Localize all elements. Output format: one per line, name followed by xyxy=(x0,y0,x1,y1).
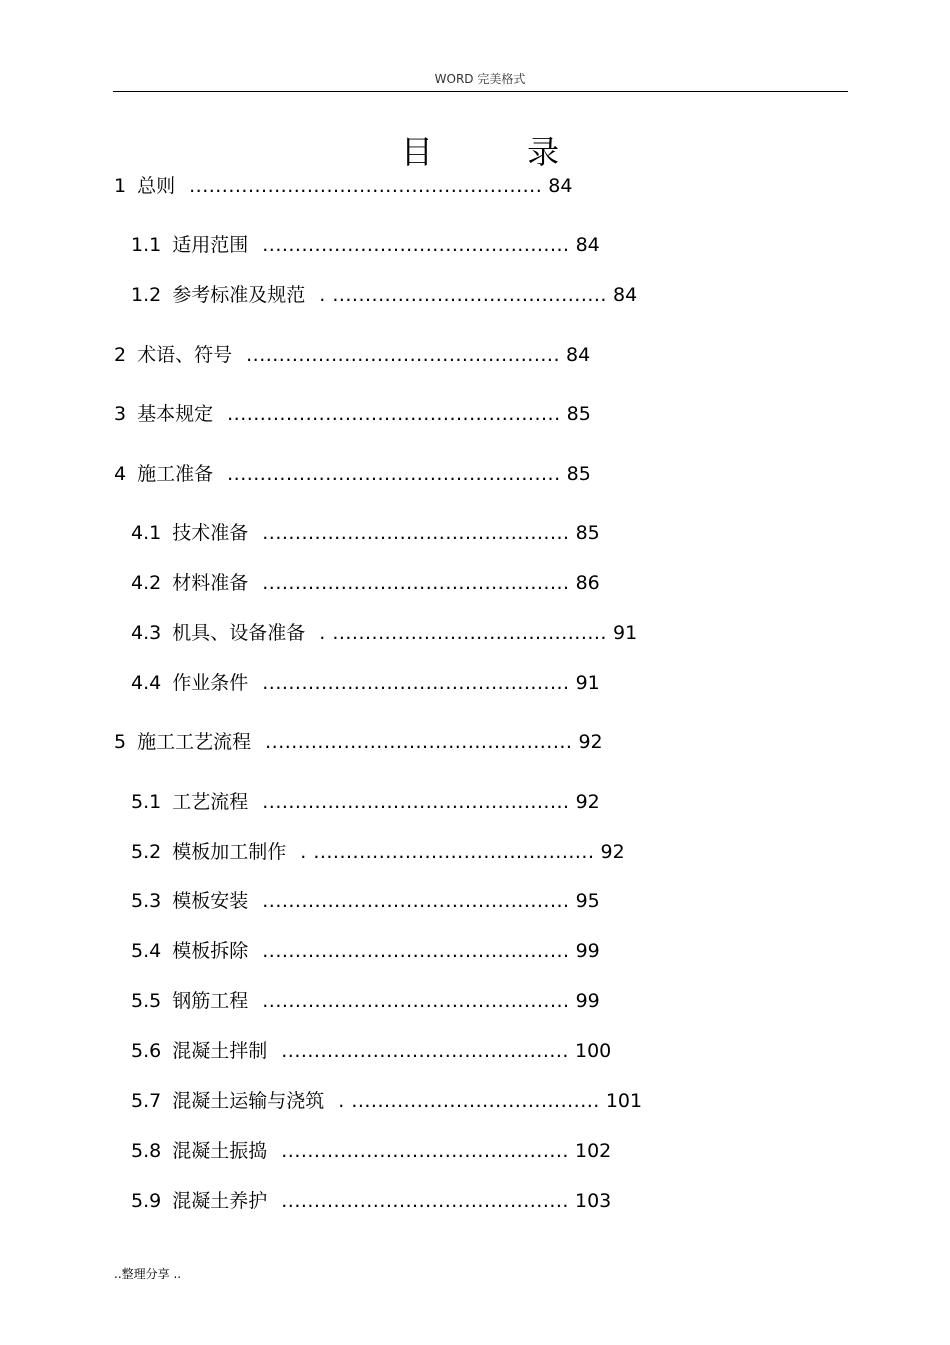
toc-label: 施工准备 xyxy=(137,463,214,485)
toc-label: 术语、符号 xyxy=(137,344,233,366)
toc-page: 84 xyxy=(566,344,591,366)
toc-label: 钢筋工程 xyxy=(172,990,249,1012)
toc-leader: ............................................... xyxy=(262,672,570,694)
toc-page: 91 xyxy=(612,622,638,644)
toc-leader: ............................................... xyxy=(262,791,570,813)
toc-page: 85 xyxy=(575,522,600,544)
toc-label: 模板安装 xyxy=(172,890,249,912)
toc-leader: ................................................... xyxy=(227,463,561,485)
toc-entry-4[interactable] xyxy=(114,461,591,487)
toc-number: 5.6 xyxy=(131,1040,162,1062)
toc-label: 模板加工制作 xyxy=(172,841,287,863)
page-title: 目 录 xyxy=(400,133,602,172)
toc-leader: ...................................................... xyxy=(189,175,543,197)
toc-number: 5.3 xyxy=(131,890,162,912)
toc-entry-4-1[interactable] xyxy=(131,520,600,546)
toc-entry-4-4[interactable] xyxy=(131,670,600,696)
toc-leader: ............................................... xyxy=(262,572,570,594)
toc-page: 100 xyxy=(574,1040,612,1062)
toc-leader: . ...................................... xyxy=(338,1090,600,1112)
toc-label: 适用范围 xyxy=(172,234,249,256)
toc-label: 技术准备 xyxy=(172,522,249,544)
toc-entry-5-4[interactable] xyxy=(131,938,600,964)
toc-entry-4-3[interactable] xyxy=(131,620,637,646)
toc-leader: . .......................................... xyxy=(319,622,607,644)
toc-number: 5.8 xyxy=(131,1140,162,1162)
toc-label: 工艺流程 xyxy=(172,791,249,813)
toc-entry-4-2[interactable] xyxy=(131,570,600,596)
toc-number: 4.2 xyxy=(131,572,162,594)
toc-page: 84 xyxy=(575,234,600,256)
toc-entry-5-6[interactable] xyxy=(131,1038,611,1064)
toc-number: 5.9 xyxy=(131,1190,162,1212)
toc-label: 混凝土拌制 xyxy=(172,1040,268,1062)
toc-label: 作业条件 xyxy=(172,672,249,694)
toc-leader: ............................................ xyxy=(281,1140,569,1162)
toc-leader: ............................................... xyxy=(262,990,570,1012)
toc-label: 混凝土振捣 xyxy=(172,1140,268,1162)
toc-page: 99 xyxy=(575,990,600,1012)
toc-page: 85 xyxy=(566,403,591,425)
toc-label: 施工工艺流程 xyxy=(137,731,252,753)
toc-number: 5.2 xyxy=(131,841,162,863)
toc-entry-5-2[interactable] xyxy=(131,839,625,865)
toc-page: 99 xyxy=(575,940,600,962)
toc-number: 5.4 xyxy=(131,940,162,962)
toc-page: 85 xyxy=(566,463,591,485)
toc-leader: ............................................ xyxy=(281,1040,569,1062)
toc-leader: ............................................... xyxy=(262,522,570,544)
toc-page: 101 xyxy=(605,1090,643,1112)
page-header: WORD 完美格式 xyxy=(434,72,526,86)
toc-number: 5.5 xyxy=(131,990,162,1012)
toc-leader: ............................................ xyxy=(281,1190,569,1212)
toc-number: 1.2 xyxy=(131,284,162,306)
toc-entry-3[interactable] xyxy=(114,401,591,427)
toc-number: 5.1 xyxy=(131,791,162,813)
page-footer: ..整理分享 .. xyxy=(114,1267,182,1281)
toc-label: 材料准备 xyxy=(172,572,249,594)
toc-label: 混凝土运输与浇筑 xyxy=(172,1090,325,1112)
toc-entry-5-7[interactable] xyxy=(131,1088,642,1114)
toc-label: 机具、设备准备 xyxy=(172,622,306,644)
toc-number: 5 xyxy=(114,731,127,753)
toc-label: 混凝土养护 xyxy=(172,1190,268,1212)
toc-entry-5-8[interactable] xyxy=(131,1138,611,1164)
toc-page: 86 xyxy=(575,572,600,594)
toc-label: 总则 xyxy=(137,175,176,197)
toc-number: 4 xyxy=(114,463,127,485)
toc-entry-5-9[interactable] xyxy=(131,1188,611,1214)
toc-number: 4.1 xyxy=(131,522,162,544)
toc-leader: ............................................... xyxy=(262,940,570,962)
toc-entry-1[interactable] xyxy=(114,173,572,199)
header-divider xyxy=(113,91,848,92)
toc-number: 2 xyxy=(114,344,127,366)
toc-leader: . .......................................... xyxy=(319,284,607,306)
toc-entry-5[interactable] xyxy=(114,729,603,755)
toc-page: 84 xyxy=(548,175,573,197)
toc-number: 5.7 xyxy=(131,1090,162,1112)
toc-label: 参考标准及规范 xyxy=(172,284,306,306)
toc-label: 基本规定 xyxy=(137,403,214,425)
toc-number: 3 xyxy=(114,403,127,425)
toc-leader: . ........................................... xyxy=(300,841,595,863)
toc-entry-2[interactable] xyxy=(114,342,590,368)
toc-page: 103 xyxy=(574,1190,612,1212)
toc-leader: ................................................ xyxy=(246,344,561,366)
toc-page: 92 xyxy=(575,791,600,813)
toc-page: 84 xyxy=(612,284,638,306)
toc-entry-1-2[interactable] xyxy=(131,282,637,308)
toc-entry-1-1[interactable] xyxy=(131,232,600,258)
toc-page: 91 xyxy=(575,672,600,694)
toc-leader: ............................................... xyxy=(262,890,570,912)
toc-leader: ............................................... xyxy=(262,234,570,256)
toc-page: 95 xyxy=(575,890,600,912)
toc-entry-5-5[interactable] xyxy=(131,988,600,1014)
toc-number: 4.4 xyxy=(131,672,162,694)
toc-label: 模板拆除 xyxy=(172,940,249,962)
toc-page: 102 xyxy=(574,1140,612,1162)
toc-number: 1.1 xyxy=(131,234,162,256)
toc-number: 4.3 xyxy=(131,622,162,644)
toc-entry-5-1[interactable] xyxy=(131,789,600,815)
toc-number: 1 xyxy=(114,175,127,197)
toc-leader: ................................................... xyxy=(227,403,561,425)
toc-page: 92 xyxy=(578,731,603,753)
toc-page: 92 xyxy=(600,841,625,863)
toc-leader: ............................................... xyxy=(265,731,573,753)
toc-entry-5-3[interactable] xyxy=(131,888,600,914)
